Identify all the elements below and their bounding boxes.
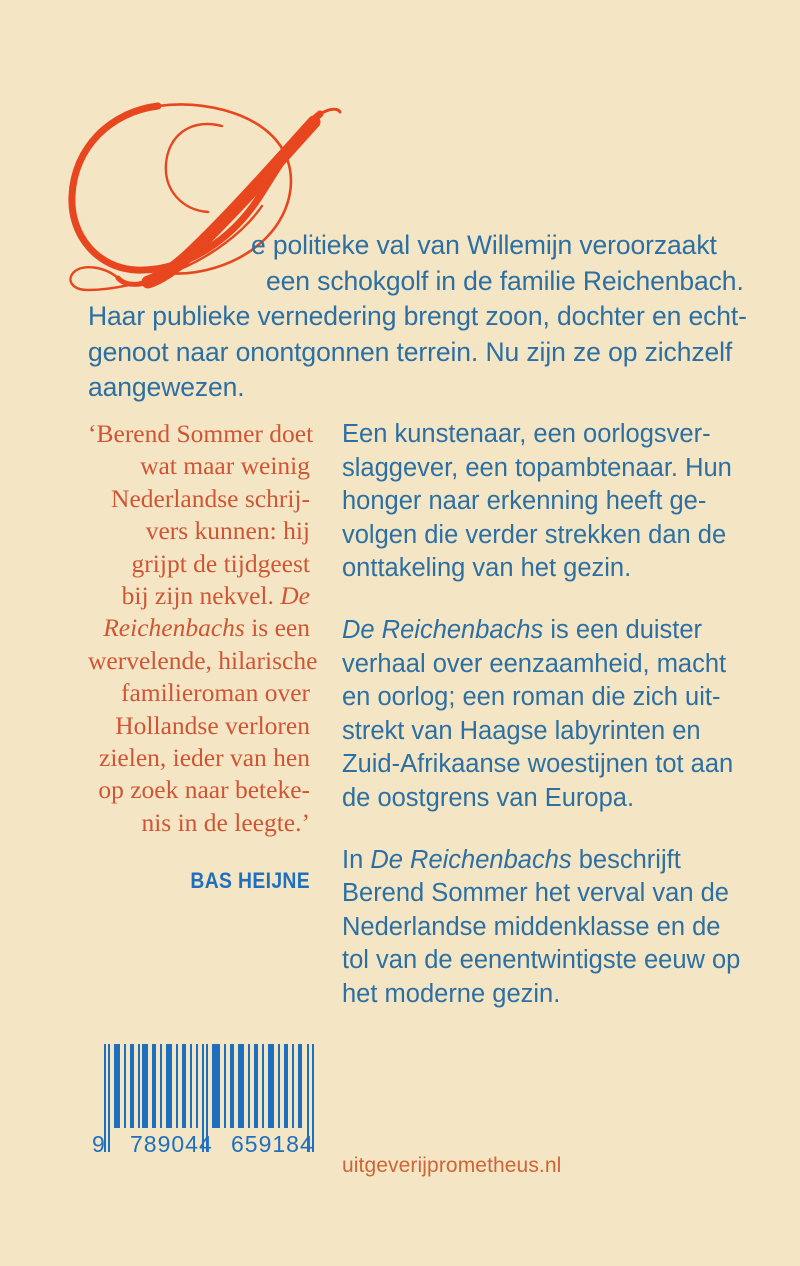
quote-line xyxy=(88,580,310,612)
description-line: Zuid-Afrikaanse woestijnen tot aan xyxy=(342,750,734,779)
intro-line: genoot naar onontgonnen terrein. Nu zijn ze op zichzelf xyxy=(88,336,733,367)
description-line: Nederlandse middenklasse en de xyxy=(342,912,721,941)
quote-attribution: BAS HEIJNE xyxy=(190,868,310,894)
quote-line: familieroman over xyxy=(120,678,310,708)
quote-line: vers kunnen: hij xyxy=(145,516,310,546)
book-title-italic: De Reichenbachs xyxy=(370,845,572,874)
description-line: Berend Sommer het verval van de xyxy=(342,879,729,908)
barcode-digits-left: 789044 xyxy=(130,1131,213,1157)
intro-line: Haar publieke vernedering brengt zoon, dochter en echt- xyxy=(88,301,747,331)
quote-line: Hollandse verloren xyxy=(115,710,310,740)
description-line: tol van de eenentwintigste eeuw op xyxy=(342,946,741,975)
quote-line: wat maar weinig xyxy=(140,451,310,481)
intro-line: een schokgolf in de familie Reichenbach. xyxy=(266,265,744,296)
description-line xyxy=(342,614,714,648)
quote-line: zielen, ieder van hen xyxy=(99,743,310,773)
description-line: strekt van Haagse labyrinten en xyxy=(342,716,701,745)
description-line xyxy=(342,844,714,878)
description-line-text: beschrijft xyxy=(571,845,681,874)
book-title-italic: De Reichenbachs xyxy=(342,615,544,644)
description-paragraph xyxy=(342,418,732,586)
barcode-digits xyxy=(92,1131,319,1157)
description-paragraph xyxy=(342,844,741,1012)
description-column xyxy=(342,418,741,1012)
description-line: en oorlog; een roman die zich uit- xyxy=(342,683,721,712)
pull-quote-text xyxy=(88,418,318,839)
quote-line: wervelende, hilarische xyxy=(88,645,318,675)
description-line: verhaal over eenzaamheid, macht xyxy=(342,649,727,678)
description-line: volgen die verder strekken dan de xyxy=(342,520,727,549)
quote-line: ‘Berend Sommer doet xyxy=(88,419,314,448)
description-line: onttakeling van het gezin. xyxy=(342,554,632,583)
quote-title-italic: De xyxy=(280,581,310,611)
barcode xyxy=(92,1044,319,1157)
quote-line: Nederlandse schrij- xyxy=(111,483,310,513)
quote-line xyxy=(88,612,310,644)
body-columns xyxy=(88,418,741,1018)
intro-paragraph xyxy=(88,228,747,406)
description-line: honger naar erkenning heeft ge- xyxy=(342,487,707,516)
quote-line: op zoek naar beteke- xyxy=(98,775,310,805)
description-line: Een kunstenaar, een oorlogsver- xyxy=(342,420,711,448)
description-line: slaggever, een topambtenaar. Hun xyxy=(342,453,732,482)
description-line: de oostgrens van Europa. xyxy=(342,783,635,812)
barcode-digits-right: 659184 xyxy=(231,1131,314,1157)
description-line-text: In xyxy=(342,845,371,874)
intro-line: aangewezen. xyxy=(88,372,245,402)
barcode-digit-leading: 9 xyxy=(92,1131,106,1157)
description-paragraph xyxy=(342,614,734,816)
quote-line: grijpt de tijdgeest xyxy=(131,548,310,578)
quote-title-italic: Reichenbachs xyxy=(103,613,245,643)
quote-line-text: bij zijn nekvel. xyxy=(121,581,281,611)
quote-line-text: is een xyxy=(244,613,310,643)
description-line: het moderne gezin. xyxy=(342,979,561,1008)
pull-quote-column xyxy=(88,418,318,894)
quote-line: nis in de leegte.’ xyxy=(141,807,310,837)
intro-line: e politieke val van Willemijn veroorzaakt xyxy=(251,230,717,260)
description-line-text: is een duister xyxy=(543,615,703,644)
publisher-url[interactable]: uitgeverijprometheus.nl xyxy=(342,1154,562,1177)
